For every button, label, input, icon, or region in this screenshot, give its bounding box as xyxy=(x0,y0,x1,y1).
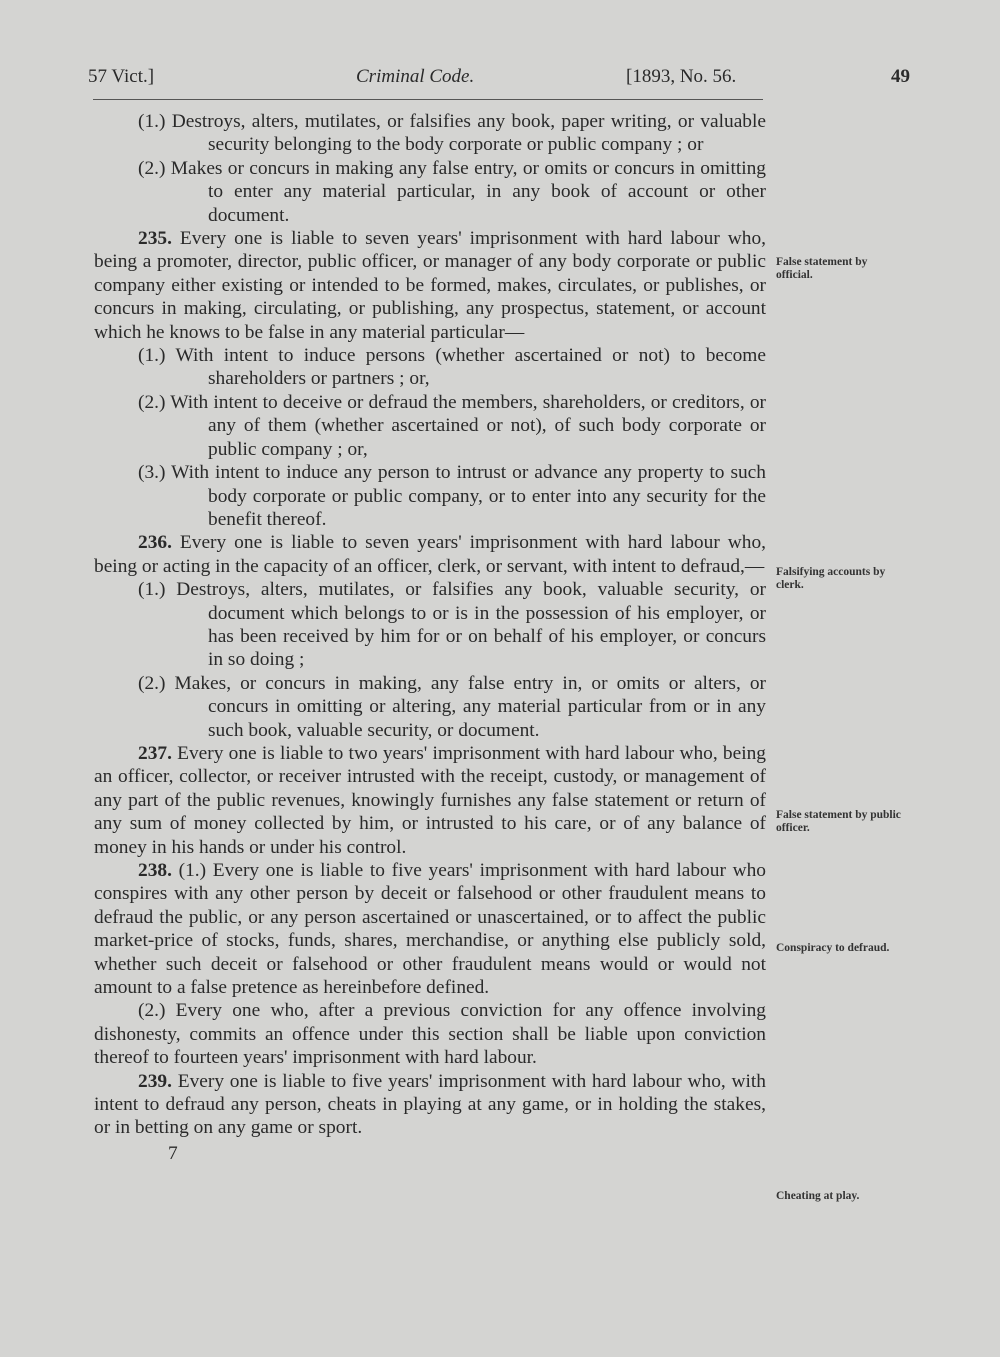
paragraph-text: (3.) With intent to induce any person to intrust or advance any property to such body corporate or public company, or to enter into any security for the benefit thereof. xyxy=(138,462,766,530)
paragraph-text: (2.) Makes, or concurs in making, any false entry in, or omits or alters, or concurs in omitting or altering, any material particular from or in any such book, valuable security, or document. xyxy=(138,672,766,741)
marginal-note-237: False statement by public officer. xyxy=(776,809,901,834)
section-number: 239. xyxy=(138,1070,172,1092)
paragraph-text: (1.) Destroys, alters, mutilates, or falsifies any book, valuable security, or document which belongs to or is in the possession of his employer, or has been received by him for or on behalf of his employer, or concurs in so doing ; xyxy=(138,579,766,671)
section-paragraph xyxy=(94,227,766,344)
section-number: 236. xyxy=(138,532,172,554)
marginal-note-238: Conspiracy to defraud. xyxy=(776,942,890,954)
section-number: 238. xyxy=(138,860,172,881)
section-paragraph xyxy=(94,742,766,859)
header-rule xyxy=(93,99,763,100)
paragraph-text: (2.) Every one who, after a previous conviction for any offence involving dishonesty, commits an offence under this section shall be liable upon conviction thereof to fourteen years' imprisonment with hard labour. xyxy=(94,1000,766,1069)
clause-item xyxy=(94,344,766,391)
section-paragraph xyxy=(94,999,766,1069)
clause-item xyxy=(94,391,766,461)
section-paragraph xyxy=(94,1070,766,1140)
clause-item xyxy=(94,110,766,157)
marginal-note-236: Falsifying accounts by clerk. xyxy=(776,566,886,591)
clause-item xyxy=(94,461,766,531)
section-number: 235. xyxy=(138,228,172,250)
clause-item xyxy=(94,157,766,227)
paragraph-text: Every one is liable to seven years' imprisonment with hard labour who, being a promoter, director, public officer, or manager of any body corporate or public company either existing or intended to be formed, makes, circulates, or publishes, or concurs in making, circulating, or publishing, any prospectus, statement, or account which he knows to be false in any material particular— xyxy=(94,228,766,343)
paragraph-text: Every one is liable to seven years' imprisonment with hard labour who, being or acting in the capacity of an officer, clerk, or servant, with intent to defraud,— xyxy=(94,532,766,577)
section-number: 237. xyxy=(138,742,172,764)
header-title: Criminal Code. xyxy=(356,66,475,87)
running-header xyxy=(88,66,910,96)
marginal-note-235: False statement by official. xyxy=(776,256,868,281)
paragraph-text: Every one is liable to five years' imprisonment with hard labour who, with intent to defraud any person, cheats in playing at any game, or in holding the stakes, or in betting on any game or sport. xyxy=(94,1070,766,1139)
marginal-note-239: Cheating at play. xyxy=(776,1190,860,1202)
clause-item xyxy=(94,578,766,672)
header-act-number: [1893, No. 56. xyxy=(626,66,737,87)
clause-item xyxy=(94,672,766,742)
page-number: 49 xyxy=(891,66,910,87)
header-regnal-year: 57 Vict.] xyxy=(88,66,155,87)
paragraph-text: Every one is liable to two years' imprisonment with hard labour who, being an officer, collector, or receiver intrusted with the receipt, custody, or management of any part of the public revenues, knowingly furnishes any false statement or return of any sum of money collected by him, or intrusted to his care, or of any balance of money in his hands or under his control. xyxy=(94,742,766,858)
section-paragraph xyxy=(94,859,766,999)
paragraph-text: (1.) With intent to induce persons (whether ascertained or not) to become shareholders or partners ; or, xyxy=(138,345,766,390)
paragraph-text: (1.) Destroys, alters, mutilates, or falsifies any book, paper writing, or valuable security belonging to the body corporate or public company ; or xyxy=(138,111,766,156)
signature-mark: 7 xyxy=(168,1142,178,1164)
paragraph-text: (1.) Every one is liable to five years' imprisonment with hard labour who conspires with any other person by deceit or falsehood or other fraudulent means to defraud the public, or any person ascertained or unascertained, or to affect the public market-price of stocks, funds, shares, merchandise, or anything else publicly sold, whether such deceit or falsehood or other fraudulent means would or would not amount to a false pretence as hereinbefore defined. xyxy=(94,860,766,999)
section-paragraph xyxy=(94,531,766,578)
body-text xyxy=(94,110,766,1165)
paragraph-text: (2.) Makes or concurs in making any false entry, or omits or concurs in omitting to enter any material particular, in any book of account or other document. xyxy=(138,157,766,226)
paragraph-text: (2.) With intent to deceive or defraud the members, shareholders, or creditors, or any of them (whether ascertained or not), of such body corporate or public company ; or, xyxy=(138,391,766,460)
